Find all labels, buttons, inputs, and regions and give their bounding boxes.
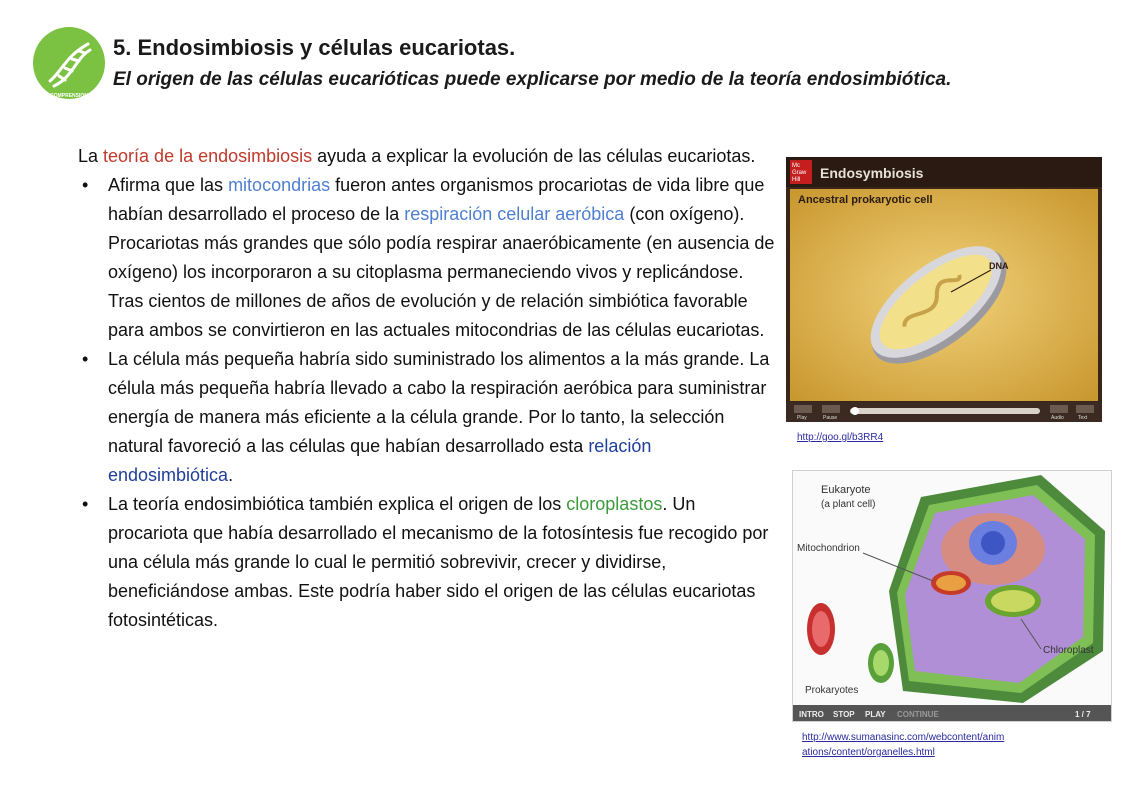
mitochondrion-label: Mitochondrion bbox=[797, 543, 860, 554]
eukaryote-label: Eukaryote bbox=[821, 484, 871, 496]
source-link-2[interactable] bbox=[802, 730, 1004, 760]
intro-paragraph bbox=[78, 142, 778, 171]
header bbox=[113, 34, 1013, 93]
text-label: Text bbox=[1078, 415, 1088, 421]
dna-label: DNA bbox=[989, 261, 1009, 271]
source-link-2-line1[interactable]: http://www.sumanasinc.com/webcontent/anim bbox=[802, 732, 1005, 743]
intro-button[interactable]: INTRO bbox=[799, 710, 824, 719]
page-subtitle: El origen de las células eucarióticas puede explicarse por medio de la teoría endosimbiótica. bbox=[113, 69, 952, 90]
slider-handle[interactable] bbox=[851, 407, 859, 415]
panel-title: Ancestral prokaryotic cell bbox=[798, 194, 933, 206]
list-item bbox=[108, 171, 778, 345]
continue-button[interactable]: CONTINUE bbox=[897, 710, 939, 719]
term-chloroplasts: cloroplastos bbox=[566, 494, 663, 514]
page-title: 5. Endosimbiosis y células eucariotas. bbox=[113, 35, 516, 60]
plant-cell bbox=[889, 475, 1105, 703]
progress-slider[interactable] bbox=[850, 408, 1040, 414]
bullet2-text-a: La célula más pequeña habría sido suministrado los alimentos a la más grande. La célula más pequeña habría llevado a cabo la respiración aeróbica para suministrar energía de manera más eficiente a la célula grande. Por lo tanto, la selección natural favoreció a las células que habían desarrollado esta bbox=[108, 349, 770, 456]
eukaryote-sublabel: (a plant cell) bbox=[821, 499, 876, 510]
organelles-animation[interactable] bbox=[792, 470, 1112, 722]
publisher-line: Hill bbox=[792, 177, 801, 183]
audio-button[interactable] bbox=[1050, 405, 1068, 413]
text-button[interactable] bbox=[1076, 405, 1094, 413]
intro-text: La bbox=[78, 146, 104, 166]
body-text bbox=[78, 142, 778, 635]
bullet3-text-b: . Un procariota que había desarrollado el mecanismo de la fotosíntesis fue recogido por una célula más grande lo cual le permitió sobrevivir, crecer y dividirse, beneficiándose ambas. Este podría haber sido el origen de las células eucariotas fotosintéticas. bbox=[108, 494, 769, 630]
endosymbiosis-animation[interactable] bbox=[786, 157, 1102, 422]
bullet2-text-b: . bbox=[228, 465, 234, 485]
bullet1-text-c: (con oxígeno). Procariotas más grandes que sólo podía respirar anaeróbicamente (en ausencia de oxígeno) los incorporaron a su citoplasma permaneciendo vivos y replicándose. Tras cientos de millones de años de evolución y de relación simbiótica favorable para ambos se convirtieron en las actuales mitocondrias de las células eucariotas. bbox=[108, 204, 775, 340]
bullet1-text-b: fueron antes organismos procariotas de vida libre que habían desarrollado el proceso de la bbox=[108, 175, 765, 224]
bullet1-text-a: Afirma que las bbox=[108, 175, 229, 195]
term-endosymbiosis: teoría de la endosimbiosis bbox=[103, 146, 313, 166]
term-respiration: respiración celular aeróbica bbox=[404, 204, 625, 224]
play-button[interactable] bbox=[794, 405, 812, 413]
bullet3-text-a: La teoría endosimbiótica también explica el origen de los bbox=[108, 494, 567, 514]
publisher-line: Mc bbox=[792, 163, 800, 169]
source-link-2-line2[interactable]: ations/content/organelles.html bbox=[802, 747, 935, 758]
play-button[interactable]: PLAY bbox=[865, 710, 886, 719]
prokaryotes-label: Prokaryotes bbox=[805, 685, 859, 696]
intro-text-end: ayuda a explicar la evolución de las células eucariotas. bbox=[312, 146, 756, 166]
stop-button[interactable]: STOP bbox=[833, 710, 855, 719]
logo-label: COMPRENSION bbox=[50, 93, 88, 99]
page-indicator: 1 / 7 bbox=[1075, 710, 1091, 719]
bullet-list bbox=[78, 171, 778, 635]
term-mitochondria: mitocondrias bbox=[228, 175, 331, 195]
source-link-1[interactable]: http://goo.gl/b3RR4 bbox=[797, 432, 884, 443]
pause-label: Pause bbox=[823, 415, 838, 421]
audio-label: Audio bbox=[1051, 415, 1064, 421]
pause-button[interactable] bbox=[822, 405, 840, 413]
animation-title: Endosymbiosis bbox=[820, 165, 924, 181]
play-label: Play bbox=[797, 415, 807, 421]
comprension-logo bbox=[32, 26, 106, 100]
list-item bbox=[108, 345, 778, 490]
publisher-line: Graw bbox=[792, 170, 807, 176]
chloroplast-label: Chloroplast bbox=[1043, 645, 1094, 656]
term-endosymbiotic-relation: relación endosimbiótica bbox=[108, 436, 652, 485]
list-item bbox=[108, 490, 778, 635]
